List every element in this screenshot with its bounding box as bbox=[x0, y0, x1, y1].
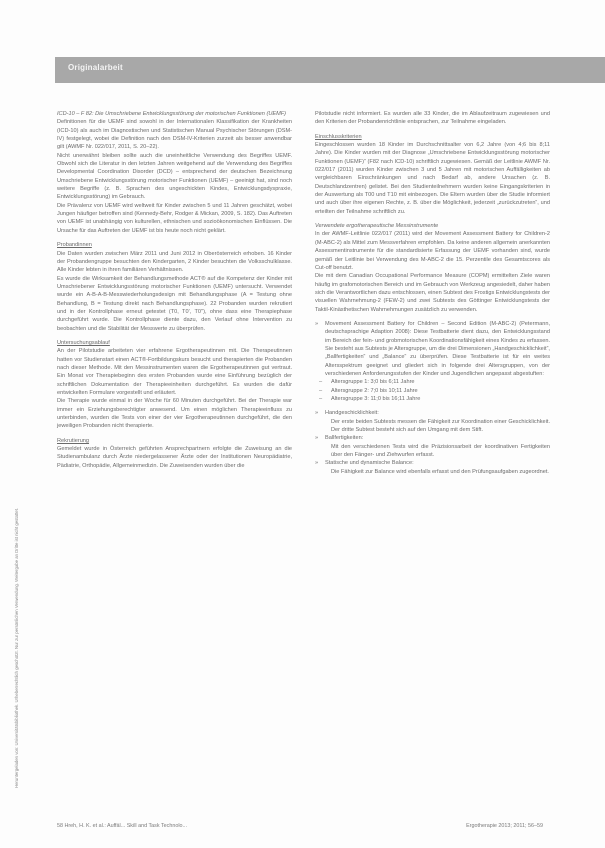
age-group-item: – Altersgruppe 1: 3;0 bis 6;11 Jahre bbox=[319, 379, 415, 386]
section-heading-messinstrumente: Verwendete ergotherapeutische Messinstrumente bbox=[315, 223, 439, 230]
bullet-description: Der erste beiden Subtests messen die Fähigkeit zur Koordination einer Geschicklichkeit. Der dritte Subtest besteht sich auf den Umgang mit dem Stift. bbox=[331, 418, 550, 434]
paragraph: Eingeschlossen wurden 18 Kinder im Durchschnittsalter von 6,2 Jahre (von 4;6 bis 8;11 Jahre). Die Kinder wurden mit der Diagnose „Umschriebene Entwicklungsstörung motorischer Funktionen (UEMF)“ (F82 nach ICD-10) schriftlich zugewiesen. Gemäß der Leitlinie AWMF Nr. 022/017 (2011) wurden Kinder zwischen 3 und 5 Jahren mit motorischen Auffälligkeiten ab vergleichbaren Einschränkungen und nach Bedarf ab, andere Ursachen (z. B. Deutschlandzentren) gelistet. Bei den Studienteilnehmern wurden keine Eingangskriterien in der Auswertung als T00 und T10 mit einbezogen. Die Eltern wurden über die Studie informiert und auch über ihre eigenen Rechte, z. B. über die Möglichkeit, jederzeit „zurückzutreten“, und erteilten der Teilnahme schriftlich zu. bbox=[315, 142, 550, 215]
paragraph: Gemeldet wurde in Österreich geführten Ansprechpartnern erfolgte die Zuweisung an die Studienambulanz durch Ärzte niedergelassener Ärzte oder der Institutionen Neuropädiatrie, Pädiatrie, Orthopädie, Allgemeinmedizin. Die Zuweisenden wurden über die bbox=[57, 446, 292, 469]
section-heading-einschlusskriterien: Einschlusskriterien bbox=[315, 133, 362, 140]
section-heading-probanden: Probandinnen bbox=[57, 242, 92, 249]
header-band bbox=[55, 57, 605, 83]
bullet-item: » Ballfertigkeiten: bbox=[315, 435, 364, 442]
bullet-item: » Statische und dynamische Balance: bbox=[315, 460, 414, 467]
section-header: Originalarbeit bbox=[68, 63, 123, 72]
footer-journal: Ergotherapie 2013; 2011; 56–59 bbox=[466, 823, 543, 829]
icd-heading: ICD-10 – F 82: Die Umschriebene Entwicklungsstörung der motorischen Funktionen (UEMF) bbox=[57, 111, 287, 117]
paragraph: Die Daten wurden zwischen März 2011 und Juni 2012 in Oberösterreich erhoben. 16 Kinder der Probandengruppe besuchten den Kindergarten, 2 Kinder besuchten die Volksschulklasse. Alle Kinder lebten in ihren familiären Verhältnissen. bbox=[57, 250, 292, 274]
paragraph: An der Pilotstudie arbeiteten vier erfahrene Ergotherapeutinnen mit. Die Therapeutinnen hatten vor Studienstart einen ACT®-Fortbildungskurs besucht und therapierten die Probanden nach dieser Methode. Mit den Messinstrumenten waren die Ergotherapeutinnen gut vertraut. Ein Monat vor Therapiebeginn des ersten Probanden wurde eine Einführung bezüglich der schriftlichen Dokumentation der Therapieeinheiten durchgeführt. Es wurden die dafür entwickelten Formulare vorgestellt und erläutert. bbox=[57, 348, 292, 396]
bullet-description: Die Fähigkeit zur Balance wird ebenfalls erfasst und den Prüfungsaufgaben zugeordnet. bbox=[331, 468, 549, 475]
paragraph: Nicht unerwähnt bleiben sollte auch die uneinheitliche Verwendung des Begriffes UEMF. Obwohl sich die Literatur in den letzten Jahren weitgehend auf die Verwendung des Begriffes Developmental Coordination Disorder (DCD) – entsprechend der deutschen Bezeichnung Umschriebene Entwicklungsstörung motorischer Funktionen (UEMF) – geeinigt hat, sind noch weitere Begriffe (z. B. Sprachen des ungeschickten Kindes, Entwicklungsdyspraxie, Entwicklungsstörung) im Gebrauch. bbox=[57, 152, 292, 201]
paragraph: Die Prävalenz von UEMF wird weltweit für Kinder zwischen 5 und 11 Jahren geschätzt, wobei Jungen häufiger betroffen sind (Kennedy-Behr, Rodger & Mickan, 2009, S. 182). Das Auftreten von UEMF ist unabhängig von kulturellen, ethnischen und sozioökonomischen Einflüssen. Die Ursache für das Auftreten der UEMF ist bis heute noch nicht geklärt. bbox=[57, 202, 292, 234]
bullet-text: Movement Assessment Battery for Children – Second Edition (M-ABC-2) (Petermann, deutschsprachige Adaption 2008): Diese Testbatterie dient dazu, den Entwicklungsstand im Bereich der fein- und grobmotorischen Koordinationsfähigkeit eines Kindes zu erfassen. Sie besteht aus Subtests je Altersgruppe, um die drei Dimensionen „Handgeschicklichkeit“, „Ballfertigkeiten“ und „Balance“ zu überprüfen. Diese Testbatterie ist für ein weites Altersspektrum geeignet und gliedert sich in folgende drei Altersgruppen, von der verschiedenen Anforderungsstufen der Kinder und Jugendlichen angepasst abgestuften: bbox=[325, 320, 550, 377]
paragraph: Es wurde die Wirksamkeit der Behandlungsmethode ACT® auf die Kompetenz der Kinder mit Umschriebener Entwicklungsstörung motorischer Funktionen (UEMF) untersucht. Verwendet wurde ein A-B-A-B-Messwiederholungsdesign mit Behandlungsphase (A = Testung ohne Behandlung, B = Testung direkt nach Behandlungsphase). 22 Probanden wurden rekrutiert und in der Kontrollphase erneut getestet (T0, T0', T0''), ohne dass eine Therapiephase durchgeführt wurde. Die Kontrollphase diente dazu, den Verlauf ohne Intervention zu beobachten und die Stabilität der Messwerte zu überprüfen. bbox=[57, 275, 292, 332]
paragraph: Die mit dem Canadian Occupational Performance Measure (COPM) ermittelten Ziele waren häufig im grafomotorischen Bereich und im Gebrauch von Werkzeug angesiedelt, daher haben sich die Verantwortlichen dazu entschlossen, einen Subtest des Frostigs Entwicklungstests der visuellen Wahrnehmung-2 (FEW-2) und zwei Subtests des Göttinger Entwicklungstests der Taktil-Kinästhetischen Wahrnehmungen zusätzlich zu verwenden. bbox=[315, 273, 550, 313]
paragraph: Pilotstudie nicht informiert. Es wurden alle 33 Kinder, die im Ablaufzeitraum zugewiesen und den Kriterien der Probandenrichtlinie entsprachen, zur Teilnahme eingeladen. bbox=[315, 111, 550, 126]
left-column bbox=[57, 110, 292, 470]
bullet-description: Mit den verschiedenen Tests wird die Präzisionsarbeit der koordinativen Fertigkeiten über den Fänger- und Ziehwurfen erfasst. bbox=[331, 443, 550, 459]
right-column bbox=[315, 110, 550, 476]
section-heading-rekrutierung: Rekrutierung bbox=[57, 437, 90, 444]
age-group-item: – Altersgruppe 2: 7;0 bis 10;11 Jahre bbox=[319, 387, 418, 394]
paragraph: Definitionen für die UEMF sind sowohl in der Internationalen Klassifikation der Krankheiten (ICD-10) als auch im Diagnostischen und Statistischen Manual Psychischer Störungen (DSM-IV) festgelegt, wobei die Definition nach den DSM-IV-Kriterien zurzeit als besser anwendbar gilt (AWMF Nr. 022/017, 2011, S. 20–22). bbox=[57, 119, 292, 151]
footer-citation: 58 Hreh, H. K. et al.: Auffäl... Skill and Task Technolo... bbox=[57, 823, 188, 829]
section-heading-untersuchungsablauf: Untersuchungsablauf bbox=[57, 339, 110, 346]
paragraph: Die Therapie wurde einmal in der Woche für 60 Minuten durchgeführt. Bei der Therapie war immer ein Erziehungsberechtigter anwesend. Um einen möglichen Therapieeinfluss zu unterbinden, wurden die Tests von einer der vier Ergotherapeutinnen durchgeführt, die den jeweiligen Probanden nicht therapierte. bbox=[57, 398, 292, 430]
paragraph: In der AWMF-Leitlinie 022/017 (2011) wird der Movement Assessment Battery for Children-2 (M-ABC-2) als Mittel zum Messverfahren empfohlen. Da keine anderen allgemein anerkannten Assessmentinstrumente für die standardisierte Erfassung der UEMF vorhanden sind, wurde gemäß der Leitlinie bei Verwendung des M-ABC-2 die 15. Perzentile des Gesamtscores als Cut-off benutzt. bbox=[315, 231, 550, 271]
bullet-item: » Handgeschicklichkeit: bbox=[315, 410, 379, 417]
age-group-item: – Altersgruppe 3: 11;0 bis 16;11 Jahre bbox=[319, 396, 421, 402]
bullet-item: » Movement Assessment Battery for Children – Second Edition (M-ABC-2) (Petermann, deutschsprachige Adaption 2008): Diese Testbatterie dient dazu, den Entwicklungsstand im Bereich der fein- und grobmotorischen Koordinationsfähigkeit eines Kindes zu erfassen. Sie besteht aus Subtests je Altersgruppe, um die drei Dimensionen „Handgeschicklichkeit“, „Ballfertigkeiten“ und „Balance“ zu überprüfen. Diese Testbatterie ist für ein weites Altersspektrum geeignet und gliedert sich in folgende drei Altersgruppen, von der verschiedenen Anforderungsstufen der Kinder und Jugendlichen angepasst abgestuften: bbox=[315, 320, 550, 377]
copyright-side-note: Heruntergeladen von: Universitätsbibliothek. Urheberrechtlich geschützt. Nur zur persönlichen Verwendung. Weitergabe an Dritte ist nicht gestattet. bbox=[14, 507, 19, 788]
